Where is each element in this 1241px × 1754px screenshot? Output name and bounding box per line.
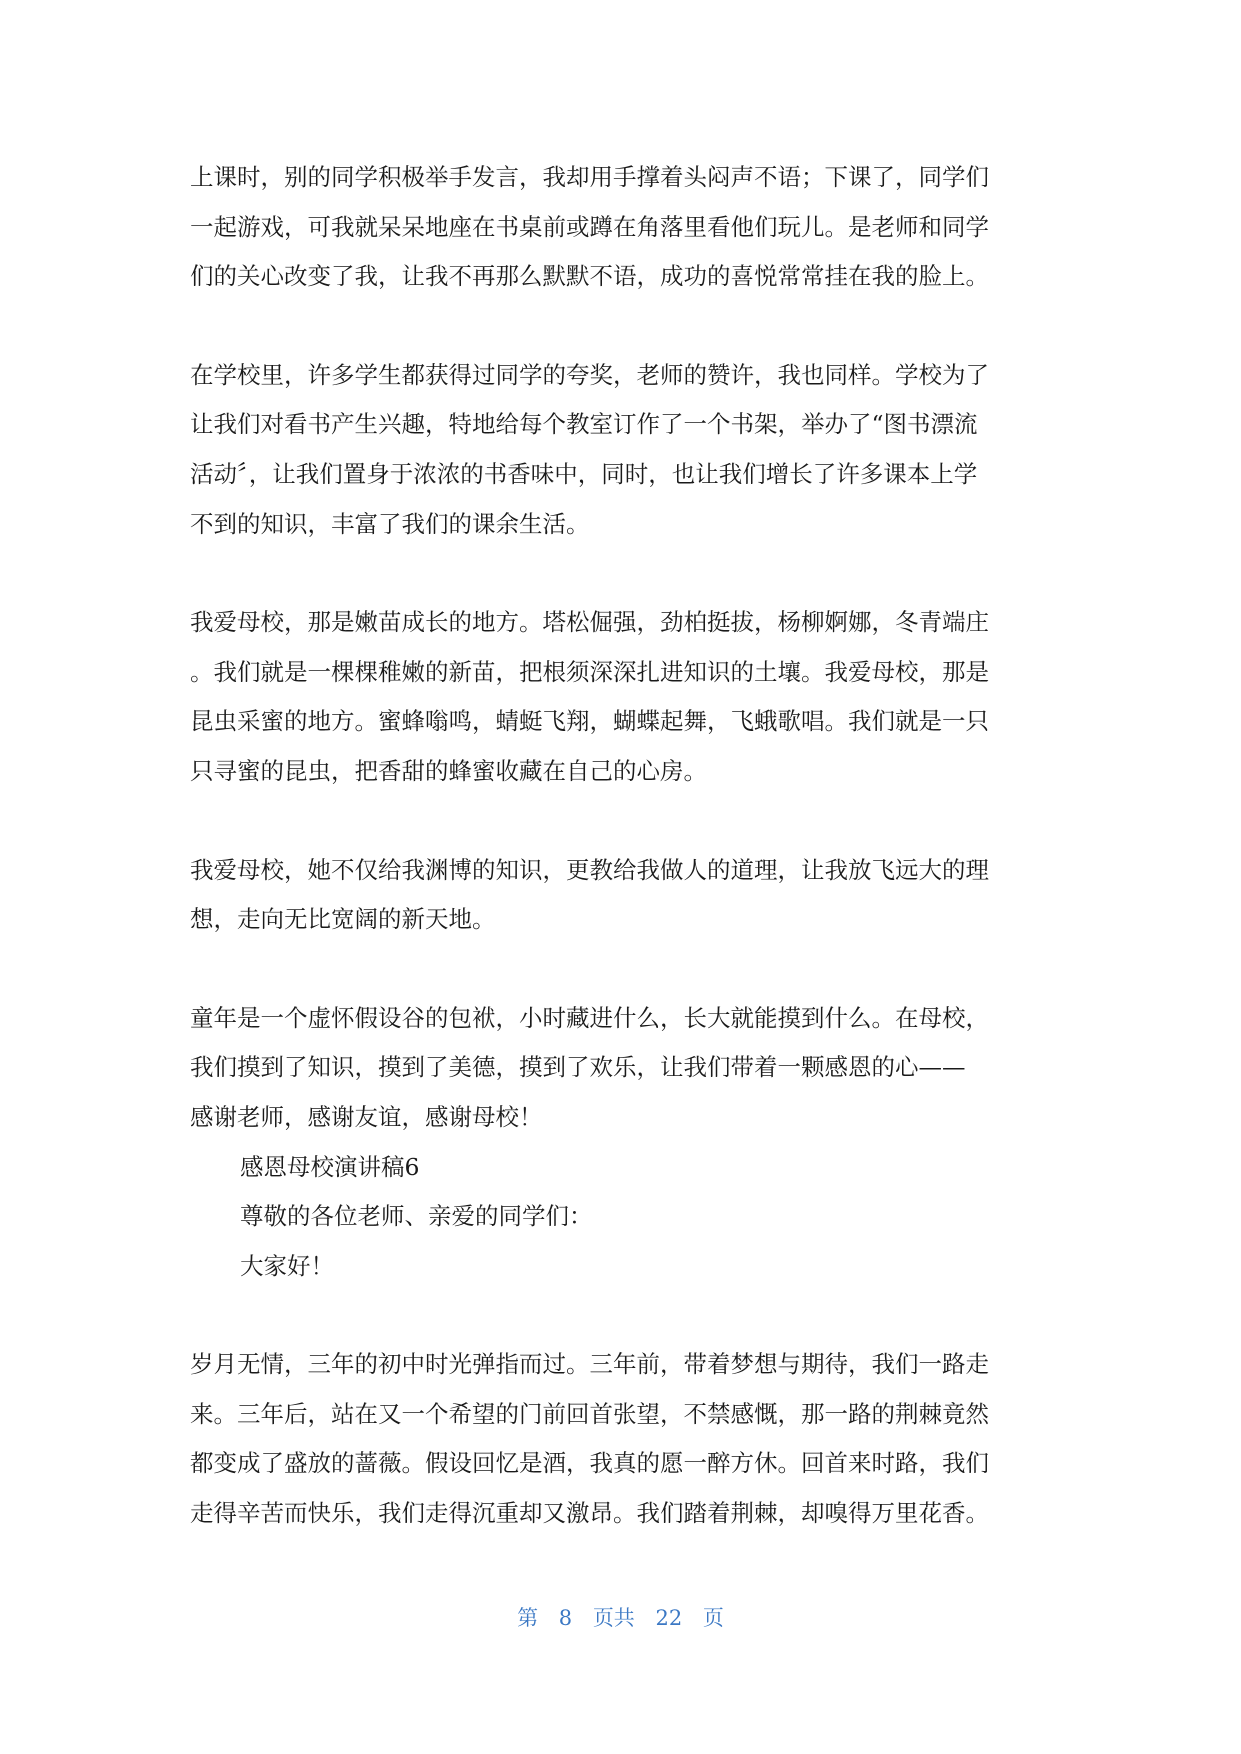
paragraph-6 — [190, 1340, 1050, 1538]
text-line: 我们摸到了知识，摸到了美德，摸到了欢乐，让我们带着一颗感恩的心—— — [190, 1053, 966, 1082]
text-line: 不到的知识，丰富了我们的课余生活。 — [190, 509, 590, 538]
text-line: 昆虫采蜜的地方。蜜蜂嗡鸣，蜻蜓飞翔，蝴蝶起舞，飞蛾歌唱。我们就是一只 — [190, 707, 989, 736]
text-line: 一起游戏，可我就呆呆地座在书桌前或蹲在角落里看他们玩儿。是老师和同学 — [190, 212, 989, 241]
footer-prefix: 第 — [517, 1606, 539, 1630]
greeting: 大家好！ — [240, 1251, 334, 1280]
text-line: 都变成了盛放的蔷薇。假设回忆是酒，我真的愿一醉方休。回首来时路，我们 — [190, 1449, 989, 1478]
text-line: 活动〞，让我们置身于浓浓的书香味中，同时，也让我们增长了许多课本上学 — [190, 459, 978, 488]
text-line: 在学校里，许多学生都获得过同学的夸奖，老师的赞许，我也同样。学校为了 — [190, 360, 989, 389]
text-line: 们的关心改变了我，让我不再那么默默不语，成功的喜悦常常挂在我的脸上。 — [190, 262, 989, 291]
text-line: 让我们对看书产生兴趣，特地给每个教室订作了一个书架，举办了“图书漂流 — [190, 410, 978, 439]
paragraph-2 — [190, 351, 1050, 549]
total-page-count: 22 — [655, 1606, 683, 1630]
page-footer — [0, 1602, 1241, 1632]
footer-suffix: 页 — [702, 1606, 724, 1630]
footer-mid: 页共 — [592, 1606, 635, 1630]
text-line: 走得辛苦而快乐，我们走得沉重却又激昂。我们踏着荆棘，却嗅得万里花香。 — [190, 1499, 989, 1528]
text-line: 只寻蜜的昆虫，把香甜的蜂蜜收藏在自己的心房。 — [190, 756, 707, 785]
paragraph-5 — [190, 994, 1050, 1143]
text-line: 岁月无情，三年的初中时光弹指而过。三年前，带着梦想与期待，我们一路走 — [190, 1350, 989, 1379]
text-line: 。我们就是一棵棵稚嫩的新苗，把根须深深扎进知识的土壤。我爱母校，那是 — [190, 657, 989, 686]
salutation: 尊敬的各位老师、亲爱的同学们： — [240, 1202, 593, 1231]
text-line: 我爱母校，她不仅给我渊博的知识，更教给我做人的道理，让我放飞远大的理 — [190, 855, 989, 884]
text-line: 我爱母校，那是嫩苗成长的地方。塔松倔强，劲柏挺拔，杨柳婀娜，冬青端庄 — [190, 608, 989, 637]
document-body — [190, 153, 1050, 1539]
paragraph-1 — [190, 153, 1050, 302]
current-page-number: 8 — [558, 1606, 573, 1630]
text-line: 来。三年后，站在又一个希望的门前回首张望，不禁感慨，那一路的荆棘竟然 — [190, 1399, 989, 1428]
text-line: 童年是一个虚怀假设谷的包袱，小时藏进什么，长大就能摸到什么。在母校， — [190, 1003, 989, 1032]
text-line: 感谢老师，感谢友谊，感谢母校！ — [190, 1102, 543, 1131]
speech-title: 感恩母校演讲稿6 — [240, 1152, 420, 1181]
text-line: 上课时，别的同学积极举手发言，我却用手撑着头闷声不语；下课了，同学们 — [190, 163, 989, 191]
paragraph-3 — [190, 598, 1050, 796]
text-line: 想，走向无比宽阔的新天地。 — [190, 905, 496, 934]
paragraph-4 — [190, 846, 1050, 945]
